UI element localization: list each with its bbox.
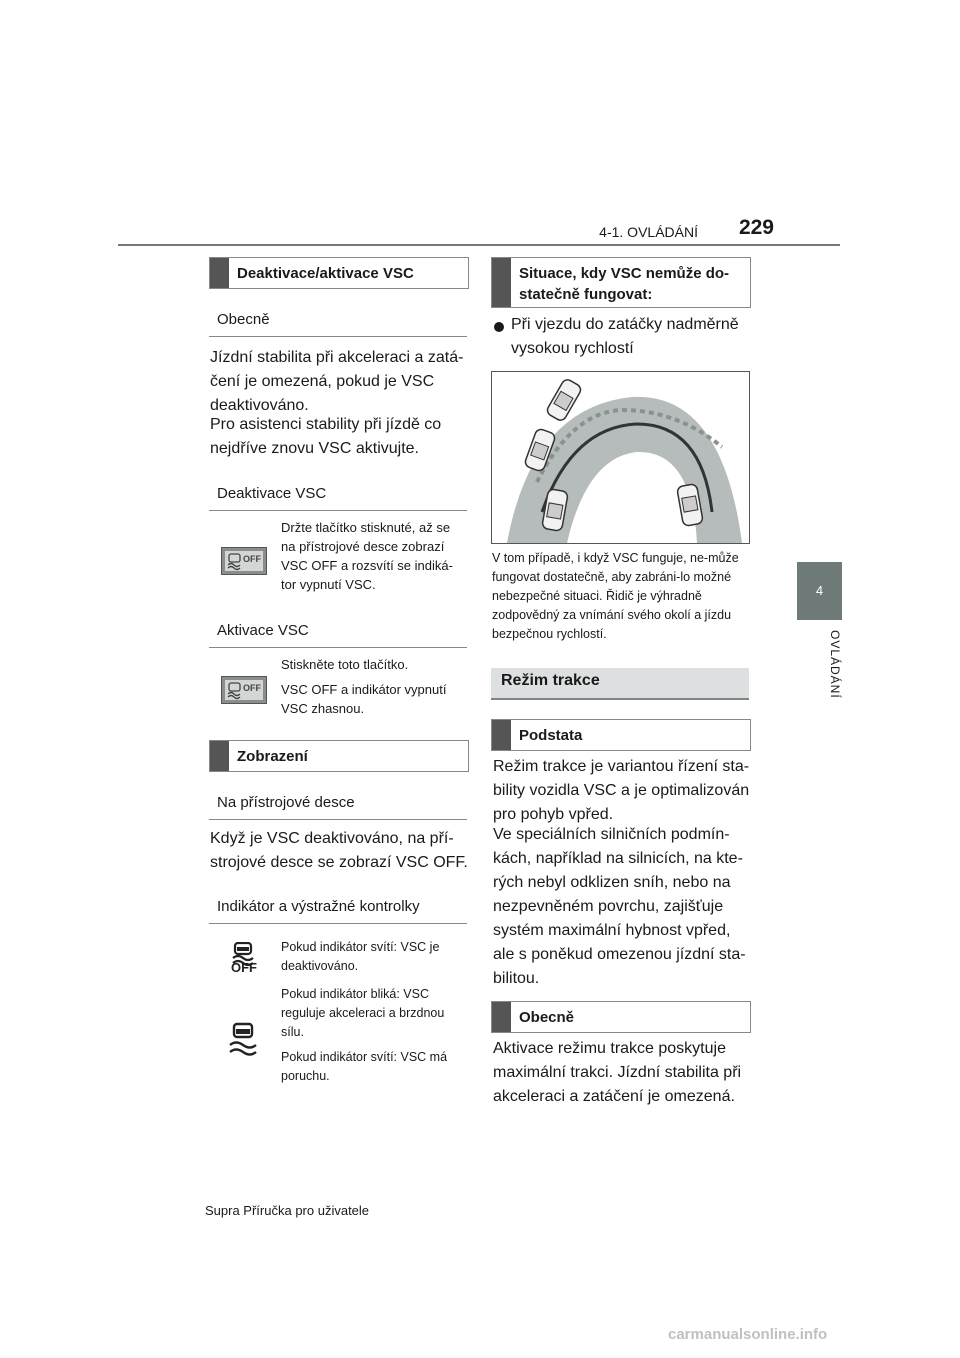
- indicator-flashing-text: Pokud indikátor bliká: VSC reguluje akceleraci a brzdnou sílu.: [281, 987, 445, 1039]
- subheading-general: Obecně: [209, 310, 467, 337]
- bullet-icon: [493, 320, 507, 334]
- vsc-off-button-icon-2: OFF: [221, 676, 267, 704]
- vsc-off-indicator-icon: OFF: [228, 942, 258, 978]
- paragraph-reactivate: Pro asistenci stability při jízdě co nejdříve znovu VSC aktivujte.: [210, 416, 442, 457]
- vsc-indicator-icon: [226, 1022, 260, 1062]
- activation-result: VSC OFF a indikátor vypnutí VSC zhasnou.: [281, 682, 447, 716]
- indicator-on-text: Pokud indikátor svítí: VSC je deaktivováno.: [281, 940, 440, 973]
- box-deactivation-activation: Deaktivace/aktivace VSC: [209, 257, 469, 289]
- indicator-malfunction-text: Pokud indikátor svítí: VSC má poruchu.: [281, 1050, 448, 1083]
- box-vsc-limits: Situace, kdy VSC nemůže do-statečně fungovat:: [491, 257, 751, 308]
- chapter-label: OVLÁDÁNÍ: [828, 630, 842, 699]
- subheading-indicators: Indikátor a výstražné kontrolky: [209, 897, 467, 924]
- deactivation-instructions: Držte tlačítko stisknuté, až se na přístrojové desce zobrazí VSC OFF a rozsvítí se indiká-tor vypnutí VSC.: [281, 520, 453, 592]
- subheading-activation: Aktivace VSC: [209, 621, 467, 648]
- paragraph-traction-activation: Aktivace režimu trakce poskytuje maximální trakci. Jízdní stabilita při akceleraci a zatáčení je omezená.: [493, 1040, 742, 1105]
- curve-illustration: [491, 371, 750, 544]
- paragraph-traction-definition: Režim trakce je variantou řízení sta-bility vozidla VSC a je optimalizován pro pohyb vpřed.: [493, 758, 750, 823]
- paragraph-stability: Jízdní stabilita při akceleraci a zatá-čení je omezená, pokud je VSC deaktivováno.: [210, 349, 464, 414]
- page-number: 229: [738, 216, 774, 239]
- chapter-tab: 4: [797, 562, 842, 620]
- header-rule: [118, 244, 840, 246]
- section-traction-mode: Režim trakce: [491, 668, 749, 700]
- box-display: Zobrazení: [209, 740, 469, 772]
- vsc-off-button-icon: OFF: [221, 547, 267, 575]
- watermark: carmanualsonline.info: [668, 1326, 828, 1343]
- bullet-excessive-speed: Při vjezdu do zatáčky nadměrně vysokou rychlostí: [511, 316, 739, 357]
- activation-step: Stiskněte toto tlačítko.: [281, 657, 409, 672]
- paragraph-special-conditions: Ve speciálních silničních podmín-kách, například na silnicích, na kte-rých nebyl odklizen sníh, nebo na nezpevněném povrchu, zajišťuje systém maximální hybnost vpřed, ale s poněkud omezenou jízdní sta-bilitou.: [493, 826, 746, 987]
- footer-manual-title: Supra Příručka pro uživatele: [205, 1203, 370, 1218]
- subheading-deactivation: Deaktivace VSC: [209, 484, 467, 511]
- subheading-instrument-panel: Na přístrojové desce: [209, 793, 467, 820]
- box-general-traction: Obecně: [491, 1001, 751, 1033]
- box-principle: Podstata: [491, 719, 751, 751]
- paragraph-vsc-off-display: Když je VSC deaktivováno, na pří-strojové desce se zobrazí VSC OFF.: [210, 830, 468, 871]
- illustration-caption: V tom případě, i když VSC funguje, ne-může fungovat dostatečně, aby zabráni-lo možné nebezpečné situaci. Řidič je výhradně zodpovědný za vnímání svého okolí a jízdu bezpečnou rychlostí.: [492, 551, 739, 641]
- section-title: 4-1. OVLÁDÁNÍ: [599, 224, 698, 240]
